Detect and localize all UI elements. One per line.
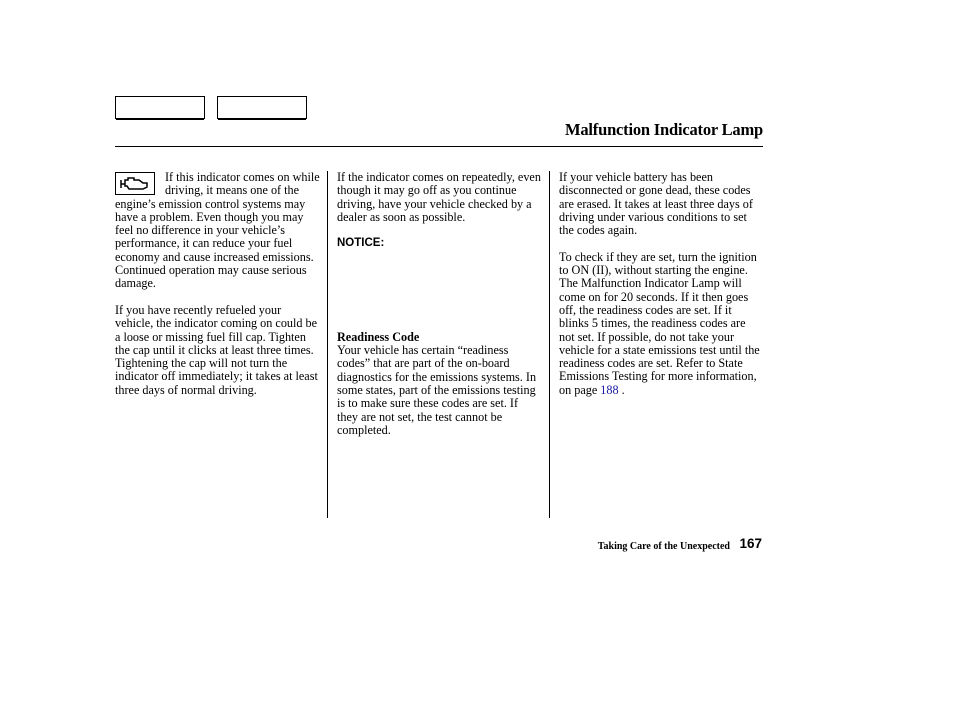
paragraph [559,251,763,397]
paragraph: If the indicator comes on repeatedly, even though it may go off as you continue driving, have your vehicle checked by a dealer as soon as possible. [337,170,541,224]
page-title: Malfunction Indicator Lamp [564,120,763,139]
paragraph: If your vehicle battery has been disconnected or gone dead, these codes are erased. It takes at least three days of driving under various conditions to set the codes again. [559,170,753,238]
readiness-code-heading: Readiness Code [337,329,420,344]
notice-label: NOTICE: [337,237,385,250]
column-divider [549,171,550,518]
paragraph-text: To check if they are set, turn the ignition to ON (II), without starting the engine. The Malfunction Indicator Lamp will come on for 20 seconds. If it then goes off, the readiness codes are set. If it blinks 5 times, the readiness codes are not set. If possible, do not take your vehicle for a state emissions test until the readiness codes are set. Refer to State Emissions Testing for more information, on page [559,249,760,397]
page-link-188[interactable]: 188 [600,382,619,397]
title-divider [115,146,763,147]
paragraph: Your vehicle has certain “readiness codes” that are part of the on-board diagnostics for the emissions systems. In some states, part of the emissions testing is to make sure these codes are set. If they are not set, the test cannot be completed. [337,343,537,437]
column-2 [337,171,542,437]
paragraph: If you have recently refueled your vehicle, the indicator coming on could be a loose or missing fuel fill cap. Tighten the cap until it clicks at least three times. Tightening the cap will not turn the indicator off immediately; it takes at least three days of normal driving. [115,302,318,397]
column-divider [327,171,328,518]
column-1 [115,171,322,397]
column-3 [559,171,763,397]
previous-page-button[interactable] [115,96,205,119]
paragraph-end: . [618,382,625,397]
check-engine-icon [115,172,155,195]
footer-section-title: Taking Care of the Unexpected [597,541,730,552]
page-number: 167 [739,536,762,551]
next-page-button[interactable] [217,96,307,119]
paragraph: If this indicator comes on while driving, it means one of the engine’s emission control systems may have a problem. Even though you may feel no difference in your vehicle’s performance, it can reduce your fuel economy and cause increased emissions. Continued operation may cause serious damage. [115,170,320,291]
